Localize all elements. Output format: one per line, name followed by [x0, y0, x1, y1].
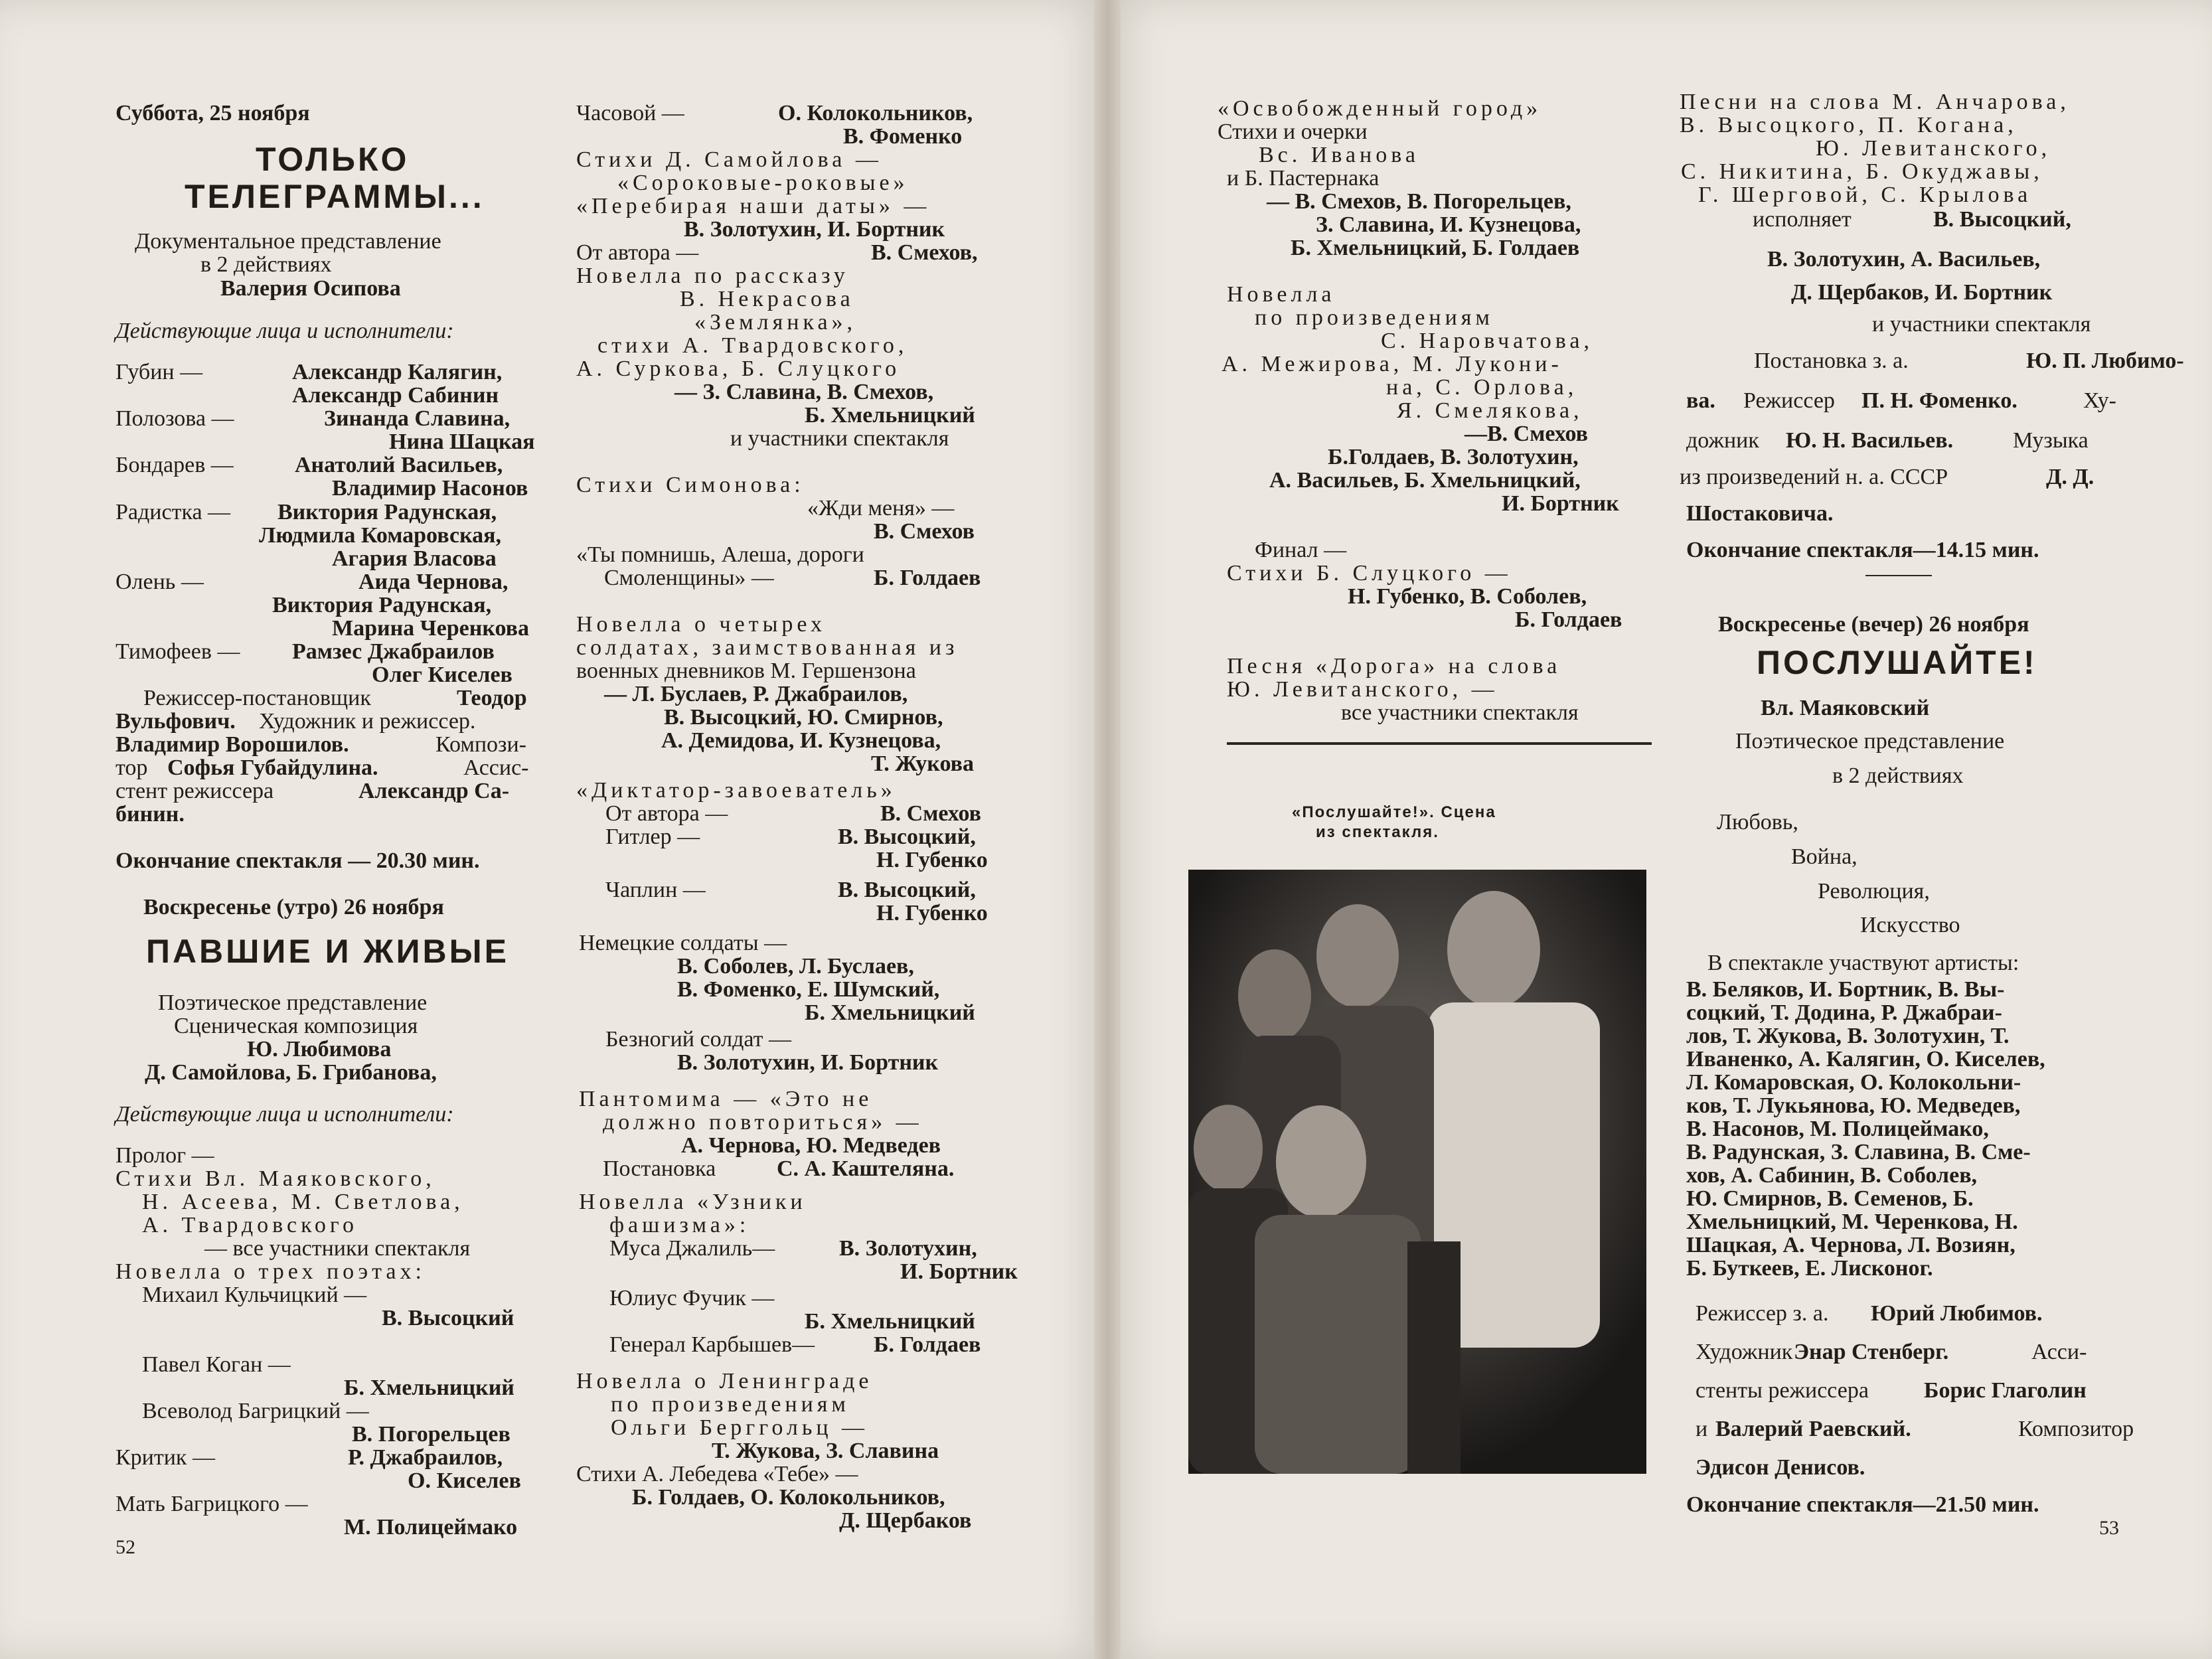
text-line: по произведениям	[611, 1392, 850, 1417]
text-line: Поэтическое представление	[158, 990, 428, 1015]
text-line: солдатах, заимствованная из	[576, 635, 959, 660]
text-line: В. Высоцкий	[382, 1306, 514, 1330]
book-spine	[1094, 0, 1121, 1659]
text-line: Ху-	[2083, 388, 2116, 413]
text-line: Пролог —	[116, 1143, 214, 1168]
text-line: Стихи Вл. Маяковского,	[116, 1166, 435, 1191]
text-line: Песня «Дорога» на слова	[1227, 654, 1561, 678]
text-line: лов, Т. Жукова, В. Золотухин, Т.	[1686, 1024, 2010, 1048]
text-line: Н. Губенко	[876, 901, 988, 925]
text-line: В. Насонов, М. Полицеймако,	[1686, 1117, 1989, 1141]
text-line: Я. Смелякова,	[1397, 398, 1583, 423]
text-line: Александр Сабинин	[292, 383, 499, 408]
text-line: От автора —	[605, 801, 728, 826]
performance-title: ТЕЛЕГРАММЫ...	[185, 178, 485, 215]
text-line: «Землянка»,	[694, 310, 857, 335]
photo-caption-line-2: из спектакля.	[1316, 823, 1439, 841]
text-line: В. Смехов,	[871, 240, 978, 265]
text-line: Окончание спектакля — 20.30 мин.	[116, 848, 480, 873]
text-line: Новелла	[1227, 282, 1336, 307]
scene-photo-illustration	[1188, 870, 1646, 1474]
text-line: В. Высоцкий,	[838, 878, 976, 902]
text-line: ков, Т. Лукьянова, Ю. Медведев,	[1686, 1093, 2021, 1118]
text-line: Постановка	[603, 1156, 716, 1181]
text-line: Новелла о Ленинграде	[576, 1369, 873, 1393]
text-line: Б. Хмельницкий	[805, 403, 975, 428]
text-line: Всеволод Багрицкий —	[142, 1399, 369, 1423]
text-line: Воскресенье (вечер) 26 ноября	[1718, 612, 2029, 637]
text-line: Вл. Маяковский	[1761, 696, 1930, 720]
text-line: Режиссер з. а.	[1696, 1301, 1829, 1326]
text-line: Художник	[1696, 1340, 1793, 1364]
text-line: Компози-	[435, 732, 526, 757]
text-line: Стихи Симонова:	[576, 473, 805, 497]
text-line: Б. Голдаев	[874, 1332, 981, 1357]
text-line: Виктория Радунская,	[272, 593, 492, 617]
section-divider-rule	[1227, 742, 1652, 745]
text-line: Б. Голдаев, О. Колокольников,	[632, 1485, 945, 1510]
text-line: ва.	[1686, 388, 1715, 413]
text-line: стихи А. Твардовского,	[597, 333, 908, 358]
text-line: Б. Хмельницкий	[805, 1000, 975, 1025]
text-line: Гитлер —	[605, 825, 700, 849]
text-line: Сценическая композиция	[174, 1014, 418, 1038]
text-line: Режиссер-постановщик	[143, 686, 371, 710]
text-line: Ю. Н. Васильев.	[1786, 428, 1954, 453]
text-line: Революция,	[1818, 879, 1930, 904]
text-line: В спектакле участвуют артисты:	[1707, 951, 2019, 975]
text-line: Шацкая, А. Чернова, Л. Возиян,	[1686, 1233, 2015, 1257]
text-line: В. Фоменко, Е. Шумский,	[677, 977, 940, 1002]
text-line: Иваненко, А. Калягин, О. Киселев,	[1686, 1047, 2045, 1071]
text-line: Б. Буткеев, Е. Лисконог.	[1686, 1256, 1933, 1281]
text-line: Новелла о трех поэтах:	[116, 1259, 426, 1284]
text-line: В. Золотухин,	[839, 1236, 977, 1261]
text-line: Н. Губенко	[876, 848, 988, 872]
text-line: Радистка —	[116, 500, 231, 524]
text-line: на, С. Орлова,	[1386, 375, 1578, 400]
text-line: В. Золотухин, И. Бортник	[684, 217, 945, 242]
text-line: Виктория Радунская,	[277, 500, 497, 524]
text-line: и участники спектакля	[730, 426, 949, 451]
page-number-right: 53	[2099, 1517, 2119, 1539]
text-line: Часовой —	[576, 101, 684, 125]
text-line: Критик —	[116, 1445, 215, 1470]
text-line: Н. Губенко, В. Соболев,	[1348, 584, 1587, 609]
text-line: Рамзес Джабраилов	[292, 639, 495, 664]
text-line: — В. Смехов, В. Погорельцев,	[1267, 189, 1571, 214]
text-line: Б. Голдаев	[874, 566, 981, 590]
text-line: в 2 действиях	[1832, 763, 1964, 788]
text-line: Окончание спектакля—14.15 мин.	[1686, 538, 2039, 562]
text-line: Вс. Иванова	[1259, 143, 1419, 167]
text-line: В. Высоцкий,	[1933, 207, 2071, 232]
text-line: Д. Самойлова, Б. Грибанова,	[145, 1060, 437, 1085]
text-line: Б. Голдаев	[1515, 607, 1622, 632]
text-line: Суббота, 25 ноября	[116, 101, 310, 125]
text-line: Марина Черенкова	[332, 616, 529, 641]
text-line: Музыка	[2013, 428, 2089, 453]
text-line: Валерия Осипова	[220, 276, 401, 301]
text-line: и	[1696, 1417, 1708, 1441]
text-line: Новелла «Узники	[579, 1190, 807, 1214]
text-line: Софья Губайдулина.	[167, 755, 378, 780]
text-line: Юрий Любимов.	[1871, 1301, 2043, 1326]
text-line: Немецкие солдаты —	[579, 931, 787, 955]
text-line: «Сороковые-роковые»	[617, 171, 909, 195]
text-line: Бондарев —	[116, 453, 234, 477]
text-line: А. Демидова, И. Кузнецова,	[661, 728, 941, 753]
text-line: Стихи и очерки	[1218, 119, 1368, 144]
text-line: В. Высоцкий, Ю. Смирнов,	[664, 705, 943, 730]
text-line: Н. Асеева, М. Светлова,	[142, 1190, 464, 1214]
text-line: Любовь,	[1717, 810, 1798, 834]
text-line: — Л. Буслаев, Р. Джабраилов,	[604, 682, 908, 706]
text-line: Песни на слова М. Анчарова,	[1680, 90, 2070, 114]
text-line: Ю. Любимова	[247, 1037, 392, 1062]
text-line: Мать Багрицкого —	[116, 1492, 308, 1516]
text-line: Вульфович.	[116, 709, 236, 734]
text-line: В. Золотухин, А. Васильев,	[1767, 247, 2041, 272]
text-line: должно повториться» —	[603, 1110, 923, 1135]
text-line: Губин —	[116, 360, 203, 384]
text-line: Окончание спектакля—21.50 мин.	[1686, 1492, 2039, 1517]
text-line: В. Фоменко	[843, 124, 963, 149]
text-line: бинин.	[116, 802, 185, 827]
text-line: Действующие лица и исполнители:	[116, 1102, 454, 1127]
text-line: «Освобожденный город»	[1218, 96, 1542, 121]
text-line: Г. Шерговой, С. Крылова	[1698, 183, 2032, 207]
text-line: В. Смехов	[880, 801, 982, 826]
text-line: А. Суркова, Б. Слуцкого	[576, 356, 901, 381]
text-line: Т. Жукова	[871, 751, 974, 776]
text-line: Эдисон Денисов.	[1696, 1455, 1865, 1480]
text-line: Р. Джабраилов,	[348, 1445, 503, 1470]
performance-title: ПОСЛУШАЙТЕ!	[1757, 644, 2037, 681]
text-line: И. Бортник	[900, 1259, 1018, 1284]
text-line: В. Золотухин, И. Бортник	[677, 1050, 939, 1075]
text-line: Полозова —	[116, 406, 234, 431]
text-line: Хмельницкий, М. Черенкова, Н.	[1686, 1210, 2018, 1234]
text-line: Асси-	[2031, 1340, 2087, 1364]
photo-caption-line-1: «Послушайте!». Сцена	[1292, 803, 1496, 821]
text-line: дожник	[1686, 428, 1759, 453]
text-line: Генерал Карбышев—	[609, 1332, 815, 1357]
text-line: В. Высоцкий,	[838, 825, 976, 849]
text-line: Художник и режиссер.	[259, 709, 476, 734]
text-line: И. Бортник	[1502, 491, 1619, 516]
text-line: В. Соболев, Л. Буслаев,	[677, 954, 914, 979]
text-line: Документальное представление	[135, 229, 441, 254]
text-line: Шостаковича.	[1686, 501, 1834, 526]
text-line: Олег Киселев	[372, 663, 513, 687]
text-line: З. Славина, И. Кузнецова,	[1316, 212, 1581, 237]
text-line: фашизма»:	[609, 1213, 750, 1237]
text-line: Александр Са-	[358, 779, 510, 803]
text-line: Энар Стенберг.	[1794, 1340, 1949, 1364]
text-line: О. Киселев	[408, 1468, 521, 1493]
text-line: А. Межирова, М. Лукони-	[1222, 352, 1563, 376]
text-line: Борис Глаголин	[1924, 1378, 2087, 1403]
text-line: Александр Калягин,	[292, 360, 503, 384]
text-line: Безногий солдат —	[605, 1027, 791, 1052]
text-line: Д. Щербаков, И. Бортник	[1791, 280, 2053, 305]
text-line: Л. Комаровская, О. Колокольни-	[1686, 1070, 2021, 1095]
text-line: «Диктатор-завоеватель»	[576, 778, 896, 803]
text-line: Стихи Б. Слуцкого —	[1227, 561, 1512, 586]
section-divider-short	[1865, 575, 1932, 576]
text-line: Теодор	[457, 686, 527, 710]
performance-title: ТОЛЬКО	[256, 141, 410, 178]
text-line: все участники спектакля	[1341, 700, 1579, 725]
text-line: Зинанда Славина,	[324, 406, 511, 431]
text-line: «Перебирая наши даты» —	[576, 194, 931, 218]
text-line: А. Чернова, Ю. Медведев	[681, 1133, 941, 1158]
text-line: Тимофеев —	[116, 639, 240, 664]
text-line: В. Беляков, И. Бортник, В. Вы-	[1686, 977, 2005, 1002]
text-line: В. Погорельцев	[352, 1422, 511, 1447]
text-line: Ю. Смирнов, В. Семенов, Б.	[1686, 1186, 1974, 1211]
text-line: Смоленщины» —	[604, 566, 774, 590]
text-line: Д. Щербаков	[839, 1508, 972, 1533]
text-line: С. Наровчатова,	[1381, 329, 1593, 353]
text-line: из произведений н. а. СССР	[1680, 465, 1948, 489]
text-line: В. Смехов	[874, 519, 975, 544]
text-line: Валерий Раевский.	[1715, 1417, 1911, 1441]
text-line: С. Никитина, Б. Окуджавы,	[1681, 159, 2043, 184]
text-line: Действующие лица и исполнители:	[116, 319, 454, 343]
text-line: исполняет	[1753, 207, 1852, 232]
text-line: Ю. Левитанского,	[1816, 136, 2051, 161]
text-line: Постановка з. а.	[1754, 349, 1909, 373]
text-line: Ольги Берггольц —	[611, 1415, 869, 1440]
text-line: От автора —	[576, 240, 699, 265]
text-line: тор	[116, 755, 148, 780]
text-line: стент режиссера	[116, 779, 274, 803]
text-line: Михаил Кульчицкий —	[142, 1283, 367, 1307]
text-line: «Жди меня» —	[807, 496, 955, 520]
scene-photo	[1188, 870, 1646, 1474]
text-line: в 2 действиях	[200, 252, 332, 277]
text-line: Новелла по рассказу	[576, 264, 849, 288]
text-line: Война,	[1791, 844, 1857, 869]
text-line: Д. Д.	[2046, 465, 2094, 489]
text-line: Композитор	[2018, 1417, 2134, 1441]
text-line: Людмила Комаровская,	[259, 523, 502, 548]
text-line: Аида Чернова,	[358, 570, 509, 594]
text-line: Т. Жукова, З. Славина	[712, 1439, 939, 1463]
text-line: Б. Хмельницкий	[344, 1376, 514, 1400]
text-line: Воскресенье (утро) 26 ноября	[143, 895, 444, 919]
text-line: Искусство	[1860, 913, 1960, 937]
text-line: по произведениям	[1255, 305, 1494, 330]
text-line: Нина Шацкая	[389, 430, 535, 454]
text-line: О. Колокольников,	[778, 101, 973, 125]
text-line: — З. Славина, В. Смехов,	[674, 380, 934, 404]
text-line: Муса Джалиль—	[609, 1236, 775, 1261]
text-line: В. Радунская, З. Славина, В. Сме-	[1686, 1140, 2031, 1164]
text-line: «Ты помнишь, Алеша, дороги	[576, 542, 864, 567]
text-line: Владимир Насонов	[332, 476, 528, 501]
text-line: М. Полицеймако	[344, 1515, 518, 1540]
text-line: Юлиус Фучик —	[609, 1286, 775, 1310]
text-line: В. Некрасова	[680, 287, 854, 311]
text-line: Финал —	[1255, 538, 1347, 562]
text-line: С. А. Каштеляна.	[777, 1156, 955, 1181]
text-line: Ю. Левитанского, —	[1227, 677, 1498, 702]
text-line: Олень —	[116, 570, 204, 594]
text-line: Стихи А. Лебедева «Тебе» —	[576, 1462, 858, 1486]
text-line: военных дневников М. Гершензона	[576, 659, 916, 683]
text-line: П. Н. Фоменко.	[1861, 388, 2017, 413]
text-line: Владимир Ворошилов.	[116, 732, 349, 757]
text-line: Ассис-	[463, 755, 529, 780]
text-line: и участники спектакля	[1872, 312, 2091, 337]
text-line: Агария Власова	[332, 546, 497, 571]
text-line: Б. Хмельницкий	[805, 1309, 975, 1334]
text-line: А. Твардовского	[142, 1213, 358, 1237]
text-line: Б. Хмельницкий, Б. Голдаев	[1291, 236, 1580, 260]
text-line: Ю. П. Любимо-	[2026, 349, 2184, 373]
text-line: и Б. Пастернака	[1227, 166, 1380, 191]
text-line: Чаплин —	[605, 878, 706, 902]
text-line: Режиссер	[1743, 388, 1835, 413]
text-line: — все участники спектакля	[204, 1236, 471, 1261]
text-line: стенты режиссера	[1696, 1378, 1869, 1403]
text-line: В. Высоцкого, П. Когана,	[1680, 113, 2017, 137]
text-line: Стихи Д. Самойлова —	[576, 147, 882, 172]
text-line: соцкий, Т. Додина, Р. Джабраи-	[1686, 1000, 2002, 1025]
text-line: Пантомима — «Это не	[579, 1087, 873, 1111]
text-line: Поэтическое представление	[1735, 729, 2005, 753]
text-line: хов, А. Сабинин, В. Соболев,	[1686, 1163, 1978, 1188]
text-line: —В. Смехов	[1464, 422, 1589, 446]
text-line: Новелла о четырех	[576, 612, 827, 637]
text-line: А. Васильев, Б. Хмельницкий,	[1269, 468, 1581, 493]
page-number-left: 52	[116, 1536, 135, 1558]
text-line: Анатолий Васильев,	[295, 453, 503, 477]
performance-title: ПАВШИЕ И ЖИВЫЕ	[146, 933, 509, 970]
text-line: Б.Голдаев, В. Золотухин,	[1328, 445, 1579, 469]
text-line: Павел Коган —	[142, 1352, 291, 1377]
